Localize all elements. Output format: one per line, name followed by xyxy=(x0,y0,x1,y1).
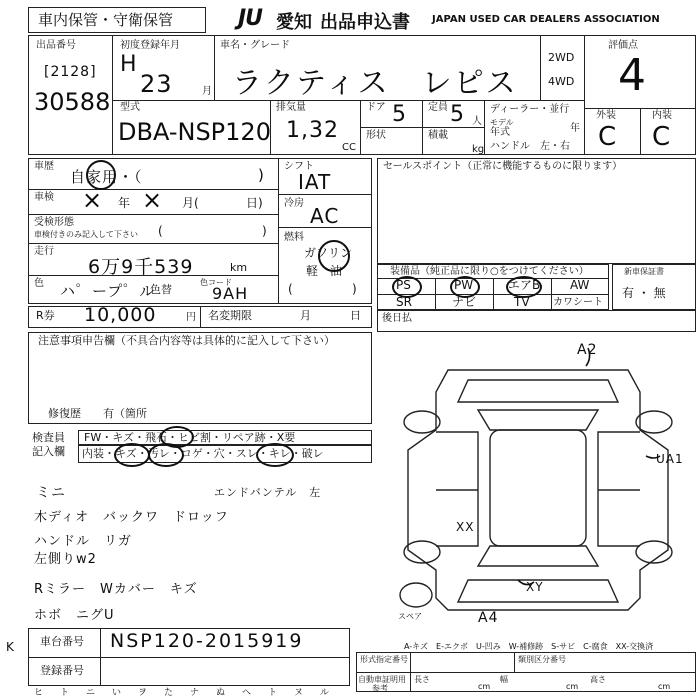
grid-line xyxy=(28,214,278,215)
grid-line xyxy=(278,194,372,195)
shape-label: 形状 xyxy=(366,130,386,141)
history-label: 車歴 xyxy=(34,161,54,172)
footer-marks xyxy=(30,688,350,700)
grid-line xyxy=(540,35,541,100)
association-name: JAPAN USED CAR DEALERS ASSOCIATION xyxy=(432,14,660,25)
history-value: 自家用・（ xyxy=(70,168,143,186)
grid-line xyxy=(360,127,484,128)
accepted-form-close: ) xyxy=(262,224,267,238)
checker-stain-circle xyxy=(148,443,184,467)
car-rear-window xyxy=(478,546,598,566)
equipment-navi: ナビ xyxy=(452,295,477,309)
first-registration-label: 初度登録年月 xyxy=(120,40,180,51)
length-unit: cm xyxy=(478,682,491,691)
footer-mark: ヲ xyxy=(138,688,148,698)
grid-line xyxy=(28,657,350,658)
width-label: 幅 xyxy=(500,675,508,684)
equipment-airbag: エアB xyxy=(508,278,541,292)
month-unit: 月 xyxy=(202,86,212,97)
car-right-side xyxy=(598,432,640,546)
fuel-open: ( xyxy=(288,282,293,296)
checker-row1: FW・キズ・飛石・ヒビ割・リペア跡・X要 xyxy=(84,431,296,444)
equipment-pw-circle xyxy=(450,276,480,298)
name-change-label: 名変期限 xyxy=(208,309,252,322)
equipment-ps-circle xyxy=(392,276,422,298)
displacement-value: 1,32 xyxy=(286,118,339,143)
chassis-label: 車台番号 xyxy=(40,635,84,648)
sales-point-label: セールスポイント（正常に機能するものに限ります） xyxy=(383,161,623,172)
grid-line xyxy=(584,35,585,155)
grid-line xyxy=(100,628,101,686)
displacement-unit: CC xyxy=(342,142,356,153)
lot-number: 30588 xyxy=(34,88,111,116)
ju-logo: JU xyxy=(238,6,263,31)
model-label: 型式 xyxy=(120,102,140,113)
footer-mark: ニ xyxy=(86,688,96,698)
footer-mark: ぬ xyxy=(216,688,226,698)
color-label: 色 xyxy=(34,278,44,289)
lot-bracket-number: [2128] xyxy=(44,64,97,80)
mileage-label: 走行 xyxy=(34,246,54,257)
accepted-form-label: 受検形態 xyxy=(34,217,74,228)
aircon-label: 冷房 xyxy=(284,198,304,209)
capacity-unit: 人 xyxy=(472,116,482,127)
registration-label: 登録番号 xyxy=(40,664,84,677)
fuel-gas: ガソリン xyxy=(304,246,353,260)
grid-line xyxy=(551,278,552,310)
drive-4wd: 4WD xyxy=(548,75,575,88)
doors-label: ドア xyxy=(366,102,386,113)
dealer-year-label: 年式 xyxy=(490,127,510,138)
grid-line xyxy=(640,108,641,155)
fuel-close: ) xyxy=(352,282,357,296)
footer-mark: ル xyxy=(320,688,330,698)
grid-line xyxy=(435,278,436,310)
car-roof xyxy=(490,430,586,546)
dealer-line1: ディーラー・並行 xyxy=(490,104,570,115)
footer-mark: へ xyxy=(242,688,252,698)
inspection-x1: × xyxy=(82,186,104,214)
recycle-unit: 円 xyxy=(186,312,196,323)
equipment-pw: PW xyxy=(454,278,474,292)
warranty-label: 新車保証書 xyxy=(624,267,664,276)
diagram-mark-bottom: XY xyxy=(526,580,544,594)
wheel-front-right xyxy=(636,411,672,433)
category-label: 類別区分番号 xyxy=(518,655,566,664)
drive-2wd: 2WD xyxy=(548,51,575,64)
sales-point-box xyxy=(377,158,696,264)
equipment-label: 装備品（純正品に限り○をつけてください） xyxy=(390,266,589,277)
damage-legend: A-キズ E-エクボ U-凹み W-補修跡 S-サビ C-腐食 XX-交換済 xyxy=(404,642,654,651)
grade-label: 評価点 xyxy=(608,40,638,51)
capacity-label: 定員 xyxy=(428,102,448,113)
equipment-airbag-circle xyxy=(506,276,542,298)
wheel-front-left xyxy=(404,411,440,433)
dealer-handle: ハンドル 左・右 xyxy=(490,141,570,152)
checker-row2: 内装・キズ・汚レ・コゲ・穴・スレ・キレ・破レ xyxy=(82,447,324,460)
notes-label: 注意事項申告欄（不具合内容等は具体的に記入して下さい） xyxy=(38,334,335,347)
note-line-4: 左側りw2 xyxy=(34,552,97,567)
footer-mark: ナ xyxy=(190,688,200,698)
footer-mark: い xyxy=(112,688,122,698)
doors-value: 5 xyxy=(392,102,407,127)
grid-line xyxy=(356,672,696,673)
equipment-tv: TV xyxy=(514,295,530,309)
grid-line xyxy=(493,278,494,310)
name-change-day: 日 xyxy=(350,309,361,322)
exterior-value: C xyxy=(598,122,618,152)
repair-history-label: 修復歴 有（箇所 xyxy=(48,407,147,420)
color-code-value: 9AH xyxy=(212,284,249,303)
car-windshield xyxy=(478,410,598,430)
inspection-x2: × xyxy=(142,186,164,214)
diagram-mark-right: UA1 xyxy=(656,452,684,466)
interior-value: C xyxy=(652,122,672,152)
lot-number-label: 出品番号 xyxy=(36,40,76,51)
note-line-3: ハンドル リガ xyxy=(34,534,132,549)
recycle-label: R券 xyxy=(36,309,55,322)
history-close: ) xyxy=(258,166,265,184)
checker-label-2: 記入欄 xyxy=(32,445,65,458)
diagram-mark-bottom-2: A4 xyxy=(478,610,499,626)
grid-line xyxy=(278,158,279,304)
inspection-day-unit: 日) xyxy=(246,196,263,210)
height-unit: cm xyxy=(658,682,671,691)
spare-label: スペア xyxy=(398,612,422,621)
inspection-year-unit: 年 xyxy=(118,196,131,210)
designation-label: 形式指定番号 xyxy=(360,655,408,664)
note-label: 参考 xyxy=(372,684,388,693)
grid-line xyxy=(200,306,201,328)
capacity-value: 5 xyxy=(450,102,465,127)
warranty-value: 有 ・ 無 xyxy=(622,286,666,300)
interior-label: 内装 xyxy=(652,110,672,121)
model-value: DBA-NSP120 xyxy=(118,118,271,146)
chassis-value: NSP120-2015919 xyxy=(110,630,304,652)
after-day-box xyxy=(377,310,696,332)
fuel-label: 燃料 xyxy=(284,232,304,243)
load-unit: kg xyxy=(472,144,485,155)
storage-label: 車内保管・守衛保管 xyxy=(38,11,174,29)
displacement-label: 排気量 xyxy=(276,102,306,113)
equipment-leather: カワシート xyxy=(553,297,603,308)
grade-value: 4 xyxy=(618,50,647,101)
mileage-value: 6万9千539 xyxy=(88,256,194,278)
grid-line xyxy=(214,35,215,100)
fuel-diesel: 軽 油 xyxy=(306,264,343,278)
grid-line xyxy=(514,652,515,672)
load-label: 積載 xyxy=(428,130,448,141)
equipment-aw: AW xyxy=(570,278,590,292)
note-line-6: ホボ ニグU xyxy=(34,608,115,623)
color-code-label: 色コード xyxy=(200,278,232,287)
footer-mark: ト xyxy=(268,688,278,698)
spare-tire xyxy=(400,583,432,607)
equipment-sr: SR xyxy=(396,295,412,309)
mileage-unit: km xyxy=(230,261,248,274)
length-label: 長さ xyxy=(414,675,430,684)
shift-label: シフト xyxy=(284,161,314,172)
footer-mark: ヌ xyxy=(294,688,304,698)
recycle-value: 10,000 xyxy=(84,304,157,326)
margin-mark: K xyxy=(6,640,15,654)
note-line-2: 木ディオ バックワ ドロッフ xyxy=(34,510,229,525)
form-title: 出品申込書 xyxy=(320,12,410,33)
after-day-label: 後日払 xyxy=(382,313,412,324)
footer-mark: ト xyxy=(60,688,70,698)
dealer-year-unit: 年 xyxy=(570,123,580,134)
first-registration-era: H xyxy=(120,52,138,77)
diagram-mark-top: A2 xyxy=(577,342,598,358)
aircon-value: AC xyxy=(310,204,340,228)
shift-value: IAT xyxy=(298,170,332,194)
accepted-form-note: 車検付きのみ記入して下さい xyxy=(34,230,138,239)
diagram-mark-left: XX xyxy=(456,520,475,534)
grid-line xyxy=(484,100,485,155)
car-name-value: ラクティス レピス xyxy=(232,66,518,101)
note-line-1: ミニ xyxy=(36,485,66,501)
width-unit: cm xyxy=(566,682,579,691)
height-label: 高さ xyxy=(590,675,606,684)
grid-line xyxy=(28,243,278,244)
footer-mark: た xyxy=(164,688,174,698)
footer-mark: ヒ xyxy=(34,688,44,698)
accepted-form-open: ( xyxy=(158,224,163,238)
car-hood xyxy=(458,380,618,402)
note-line-5: Rミラー Wカバー キズ xyxy=(34,582,198,597)
dealer-model-label: モデル xyxy=(490,118,514,127)
checker-scuff-circle xyxy=(256,443,294,467)
first-registration-year: 23 xyxy=(140,70,173,98)
name-change-month: 月 xyxy=(300,309,311,322)
checker-label-1: 検査員 xyxy=(32,431,65,444)
checker-scratch-circle xyxy=(114,443,150,467)
exterior-label: 外装 xyxy=(596,110,616,121)
cert-label: 自動車証明用 xyxy=(358,675,406,684)
equipment-ps: PS xyxy=(396,278,411,292)
color-value: ハ゜ープ゜ル xyxy=(60,282,156,300)
color-change-label: 色替 xyxy=(150,283,172,296)
inspection-label: 車検 xyxy=(34,192,54,203)
car-name-label: 車名・グレード xyxy=(220,40,290,51)
org-name: 愛知 xyxy=(276,12,312,33)
side-note: エンドバンテル 左 xyxy=(214,486,322,499)
inspection-month-unit: 月( xyxy=(182,196,199,210)
grid-line xyxy=(112,35,113,155)
